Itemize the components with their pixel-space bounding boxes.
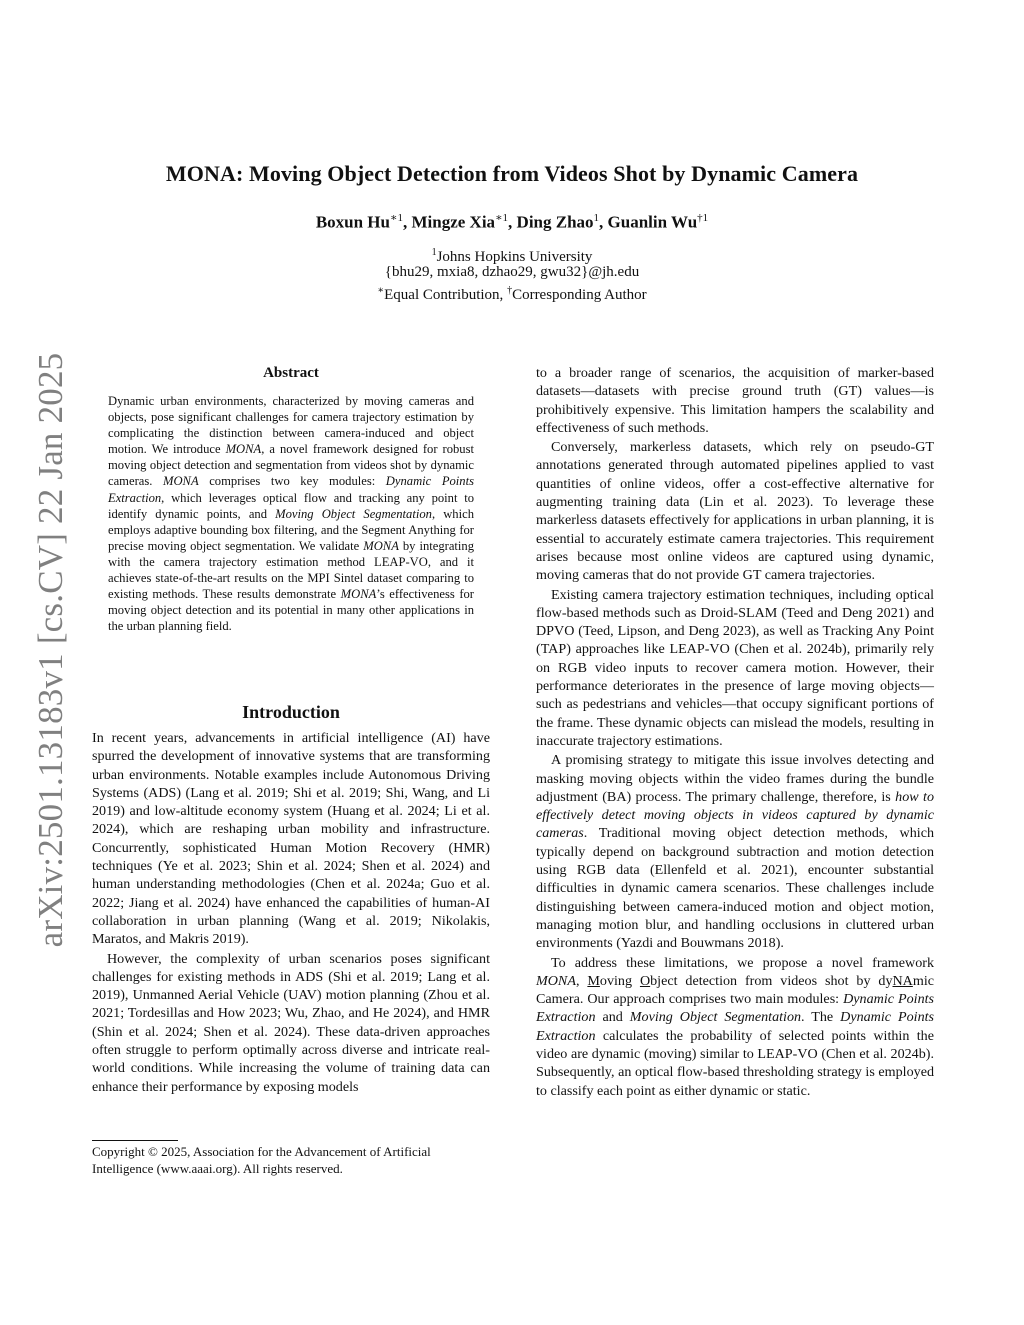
introduction-heading: Introduction — [242, 702, 340, 722]
paragraph: to a broader range of scenarios, the acquisition of marker-based datasets—datasets with precise ground truth (GT) values—is prohibitively expensive. This limitation hampers the scalability and effectiveness of such methods. — [536, 365, 934, 436]
author-mark: 1 — [593, 212, 600, 224]
abstract-body: Dynamic urban environments, characterized by moving cameras and objects, pose significant challenges for camera trajectory estimation by complicating the distinction between camera-induced and object motion. We introduce MONA, a novel framework designed for robust moving object detection and segmentation from videos shot by dynamic cameras. MONA comprises two key modules: Dynamic Points Extraction, which leverages optical flow and tracking any point to identify dynamic points, and Moving Object Segmentation, which employs adaptive bounding box filtering, and the Segment Anything for precise moving object segmentation. We validate MONA by integrating with the camera trajectory estimation method LEAP-VO, and it achieves state-of-the-art results on the MPI Sintel dataset comparing to existing methods. These results demonstrate MONA’s effectiveness for moving object detection and its potential in many other applications in the urban planning field. — [108, 394, 475, 634]
paragraph: A promising strategy to mitigate this issue involves detecting and masking moving objects within the video frames during the bundle adjustment (BA) process. The primary challenge, therefore, is how to effectively detect moving objects in videos captured by dynamic cameras. Traditional moving object detection methods, which typically depend on background subtraction and motion detection using RGB data (Ellenfeld et al. 2021), encounter substantial difficulties in dynamic camera scenarios. These challenges include distinguishing between camera-induced motion and object motion, managing motion blur, and handling occlusions in cluttered urban environments (Yazdi and Bouwmans 2018). — [536, 752, 935, 952]
arxiv-identifier-stamp: arXiv:2501.13183v1 [cs.CV] 22 Jan 2025 — [31, 352, 70, 948]
author-name: Ding Zhao — [516, 212, 594, 232]
author-emails: {bhu29, mxia8, dzhao29, gwu32}@jh.edu — [384, 264, 640, 280]
author-name: Mingze Xia — [411, 212, 496, 232]
author-mark: ∗1 — [495, 212, 509, 224]
paragraph: Conversely, markerless datasets, which rely on pseudo-GT annotations generated through automated pipelines applied to vast quantities of online videos, offer a cost-effective alternative for augmenting training data (Lin et al. 2023). To leverage these markerless datasets effectively for applications in urban planning, it is essential to accurately estimate camera trajectories. This requirement arises because most online videos are captured using dynamic, moving cameras that do not provide GT camera trajectories. — [536, 439, 934, 584]
author-name: Guanlin Wu — [607, 212, 698, 232]
introduction-body — [92, 729, 490, 1096]
right-column-body — [536, 364, 934, 1100]
corresponding-mark: † — [507, 285, 513, 296]
author-name: Boxun Hu — [315, 212, 390, 232]
affiliation-name: Johns Hopkins University — [436, 249, 593, 265]
paragraph: However, the complexity of urban scenarios poses significant challenges for existing methods in ADS (Shi et al. 2019; Lang et al. 2019), Unmanned Aerial Vehicle (UAV) motion planning (Zhou et al. 2021; Tordesillas and How 2023; Wu, Zhao, and He 2024), and HMR (Shin et al. 2024; Shen et al. 2024). These data-driven approaches often struggle to perform optimally across diverse and intricate real-world conditions. While increasing the volume of training data can enhance their performance by exposing models — [92, 950, 490, 1095]
left-column — [92, 0, 490, 1325]
right-column — [536, 0, 934, 1325]
equal-text: Equal Contribution, — [384, 287, 504, 303]
author-mark: †1 — [697, 212, 709, 224]
author-list: Boxun $Hu^{∗1}$, Mingze Xia$^{∗1}$, Ding Zhao$^1$, Guanlin Wu$^{\dagger 1}$ — [315, 212, 709, 232]
paragraph: Existing camera trajectory estimation techniques, including optical flow-based methods such as Droid-SLAM (Teed and Deng 2021) and DPVO (Teed, Lipson, and Deng 2023), as well as Tracking Any Point (TAP) approaches like LEAP-VO (Chen et al. 2024b), primarily rely on RGB video inputs to recover camera motion. However, their performance deteriorates in the presence of large moving objects—such as pedestrians and vehicles—that occupy significant portions of the frame. These dynamic objects can mislead the models, resulting in inaccurate trajectory estimations. — [536, 586, 934, 749]
equal-mark: ∗ — [377, 285, 385, 296]
affiliation-mark: 1 — [431, 247, 437, 258]
abstract-heading: Abstract — [263, 365, 319, 381]
corresponding-text: Corresponding Author — [512, 287, 647, 303]
paragraph: In recent years, advancements in artificial intelligence (AI) have spurred the development of innovative systems that are transforming urban environments. Notable examples include Autonomous Driving Systems (ADS) (Lang et al. 2019; Shi et al. 2019; Shi, Wang, and Li 2019) and low-altitude economy system (Huang et al. 2024; Li et al. 2024), which are reshaping urban mobility and infrastructure. Concurrently, sophisticated Human Motion Recovery (HMR) techniques (Ye et al. 2023; Shin et al. 2024; Shen et al. 2024) and human understanding methodologies (Chen et al. 2024a; Guo et al. 2022; Jiang et al. 2024) have enhanced the capabilities of human-AI collaboration in urban planning (Wang et al. 2019; Nikolakis, Maratos, and Makris 2019). — [92, 730, 490, 948]
paper-title: MONA: Moving Object Detection from Videos Shot by Dynamic Camera — [165, 161, 859, 186]
copyright-footnote: Copyright © 2025, Association for the Advancement of Artificial Intelligence (www.aaai.org). All rights reserved. — [92, 1144, 431, 1176]
paragraph: To address these limitations, we propose a novel framework MONA, Moving Object detection from videos shot by dyNAmic Camera. Our approach comprises two main modules: Dynamic Points Extraction and Moving Object Segmentation. The Dynamic Points Extraction calculates the probability of selected points within the video are dynamic (moving) similar to LEAP-VO (Chen et al. 2024b). Subsequently, an optical flow-based thresholding strategy is employed to classify each point as either dynamic or static. — [536, 954, 935, 1099]
footnote-rule — [92, 1140, 178, 1141]
author-mark: ∗1 — [390, 212, 403, 224]
